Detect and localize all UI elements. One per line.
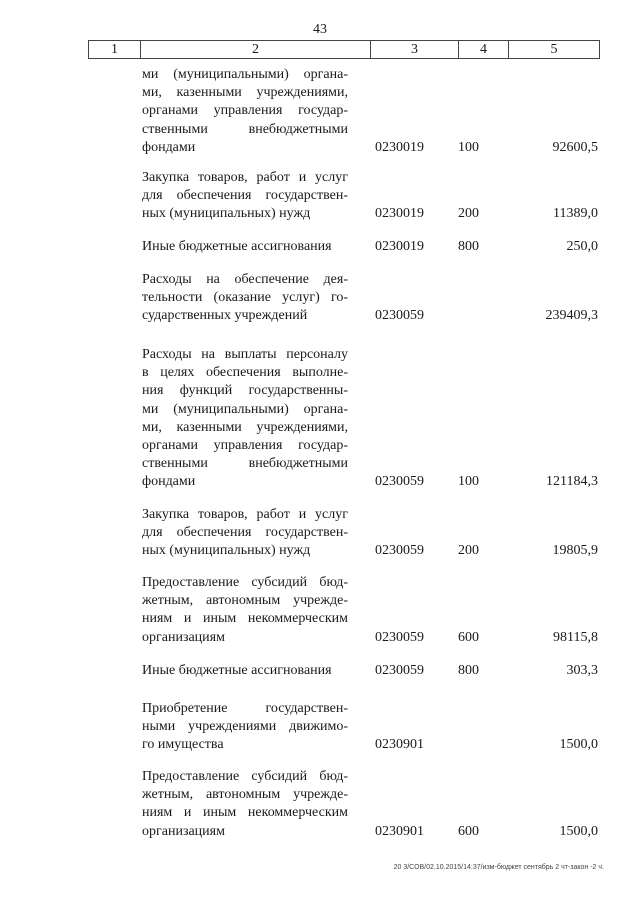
description-line: тельности (оказание услуг) го- — [142, 290, 348, 306]
description-line: Расходы на выплаты персоналу — [142, 347, 348, 362]
description-line: Закупка товаров, работ и услуг — [142, 170, 348, 185]
row-description — [142, 768, 348, 841]
description-line: органами управления государ- — [142, 438, 348, 454]
description-line: в целях обеспечения выполне- — [142, 365, 348, 381]
page-number: 43 — [313, 22, 327, 37]
table-header — [88, 40, 600, 59]
row-amount: 92600,5 — [552, 139, 598, 155]
description-line: организациям — [142, 629, 225, 645]
row-description — [142, 574, 348, 647]
row-amount: 11389,0 — [553, 206, 598, 222]
row-amount: 1500,0 — [559, 823, 598, 839]
description-line: Иные бюджетные ассигнования — [142, 663, 332, 678]
row-amount: 303,3 — [566, 663, 598, 678]
row-amount: 1500,0 — [559, 737, 598, 753]
row-expense-type: 600 — [458, 629, 479, 645]
description-line: организациям — [142, 823, 225, 839]
row-description — [142, 169, 348, 224]
row-expense-type: 800 — [458, 663, 479, 678]
row-code: 0230059 — [375, 543, 424, 559]
description-line: сударственных учреждений — [142, 308, 308, 324]
column-header-3: 3 — [370, 41, 458, 58]
row-expense-type: 200 — [458, 206, 479, 222]
description-line: ными учреждениями движимо- — [142, 719, 348, 735]
column-header-4: 4 — [458, 41, 508, 58]
row-expense-type: 200 — [458, 543, 479, 559]
row-description — [142, 662, 348, 680]
description-line: для обеспечения государствен- — [142, 188, 348, 204]
description-line: ми (муниципальными) органа- — [142, 67, 348, 82]
row-code: 0230901 — [375, 823, 424, 839]
description-line: ниям и иным некоммерческим — [142, 805, 348, 821]
row-description — [142, 700, 348, 755]
description-line: для обеспечения государствен- — [142, 525, 348, 541]
row-description — [142, 346, 348, 492]
description-line: Закупка товаров, работ и услуг — [142, 507, 348, 522]
description-line: ственными внебюджетными — [142, 121, 348, 137]
row-amount: 250,0 — [566, 239, 598, 254]
description-line: жетным, автономным учрежде- — [142, 787, 348, 803]
description-line: ных (муниципальных) нужд — [142, 206, 311, 222]
description-line: Иные бюджетные ассигнования — [142, 239, 332, 254]
row-expense-type: 800 — [458, 239, 479, 254]
row-description — [142, 506, 348, 561]
row-description — [142, 271, 348, 326]
description-line: Расходы на обеспечение дея- — [142, 272, 348, 287]
description-line: ниям и иным некоммерческим — [142, 611, 348, 627]
description-line: органами управления государ- — [142, 103, 348, 119]
row-code: 0230019 — [375, 139, 424, 155]
description-line: го имущества — [142, 737, 224, 753]
description-line: ми, казенными учреждениями, — [142, 419, 348, 435]
description-line: ния функций государственны- — [142, 383, 348, 399]
row-code: 0230059 — [375, 663, 424, 678]
row-code: 0230901 — [375, 737, 424, 753]
row-code: 0230019 — [375, 239, 424, 254]
row-amount: 239409,3 — [545, 308, 598, 324]
description-line: Предоставление субсидий бюд- — [142, 769, 348, 784]
footer-note: 20 3/СОВ/02.10.2015/14:37/изм-бюджет сентябрь 2 чт-закон -2 ч. — [393, 864, 604, 871]
row-description — [142, 66, 348, 157]
row-code: 0230019 — [375, 206, 424, 222]
row-code: 0230059 — [375, 629, 424, 645]
description-line: ми (муниципальными) органа- — [142, 401, 348, 417]
row-amount: 98115,8 — [553, 629, 598, 645]
column-header-2: 2 — [140, 41, 370, 58]
description-line: ных (муниципальных) нужд — [142, 543, 311, 559]
row-amount: 121184,3 — [546, 474, 598, 490]
row-expense-type: 100 — [458, 474, 479, 490]
description-line: фондами — [142, 139, 196, 155]
description-line: Предоставление субсидий бюд- — [142, 575, 348, 590]
row-code: 0230059 — [375, 474, 424, 490]
row-expense-type: 100 — [458, 139, 479, 155]
description-line: фондами — [142, 474, 196, 490]
description-line: Приобретение государствен- — [142, 701, 348, 716]
row-description — [142, 238, 348, 256]
row-amount: 19805,9 — [552, 543, 598, 559]
row-code: 0230059 — [375, 308, 424, 324]
description-line: ственными внебюджетными — [142, 456, 348, 472]
description-line: ми, казенными учреждениями, — [142, 85, 348, 101]
description-line: жетным, автономным учрежде- — [142, 593, 348, 609]
row-expense-type: 600 — [458, 823, 479, 839]
column-header-5: 5 — [508, 41, 600, 58]
column-header-1: 1 — [88, 41, 140, 58]
